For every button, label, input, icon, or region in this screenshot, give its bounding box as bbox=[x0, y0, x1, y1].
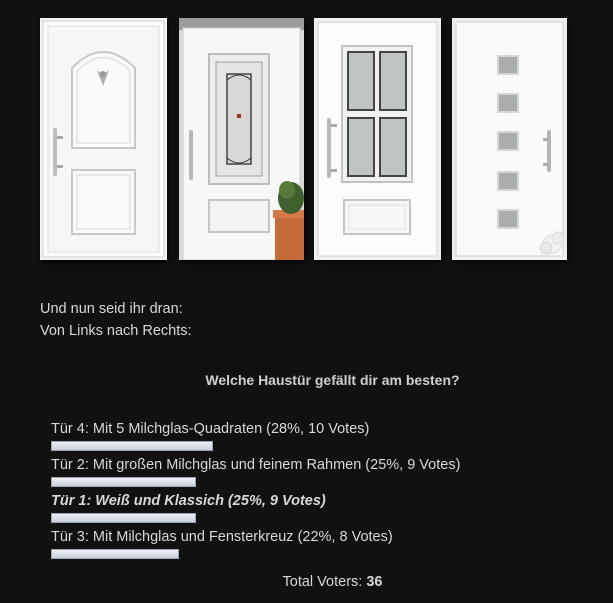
poll-bar-track bbox=[51, 513, 613, 523]
poll-bar bbox=[51, 513, 196, 523]
total-voters-label: Total Voters: bbox=[282, 574, 363, 590]
poll-results bbox=[51, 420, 571, 564]
poll-option bbox=[51, 492, 571, 528]
poll-option bbox=[51, 528, 571, 564]
total-voters-count: 36 bbox=[366, 574, 383, 590]
door-image-1[interactable] bbox=[40, 18, 167, 260]
total-voters bbox=[0, 574, 613, 590]
poll-option bbox=[51, 456, 571, 492]
poll-option bbox=[51, 420, 571, 456]
poll-bar-track bbox=[51, 477, 613, 487]
poll-bar-track bbox=[51, 441, 613, 451]
poll-bar bbox=[51, 441, 213, 451]
poll-option-label: Tür 1: Weiß und Klassich (25%, 9 Votes) bbox=[51, 493, 326, 509]
door-image-2[interactable] bbox=[179, 18, 304, 260]
poll-question: Welche Haustür gefällt dir am besten? bbox=[205, 372, 460, 388]
intro-line-2: Von Links nach Rechts: bbox=[40, 323, 192, 339]
poll-bar-track bbox=[51, 549, 613, 559]
door-image-4[interactable] bbox=[452, 18, 567, 260]
intro-text bbox=[40, 298, 192, 342]
poll-option-label: Tür 4: Mit 5 Milchglas-Quadraten (28%, 10 Votes) bbox=[51, 421, 370, 437]
intro-line-1: Und nun seid ihr dran: bbox=[40, 301, 183, 317]
poll-bar bbox=[51, 477, 196, 487]
poll-option-label: Tür 2: Mit großen Milchglas und feinem Rahmen (25%, 9 Votes) bbox=[51, 457, 461, 473]
poll-option-label: Tür 3: Mit Milchglas und Fensterkreuz (22%, 8 Votes) bbox=[51, 529, 393, 545]
poll-bar bbox=[51, 549, 179, 559]
door-image-3[interactable] bbox=[314, 18, 441, 260]
